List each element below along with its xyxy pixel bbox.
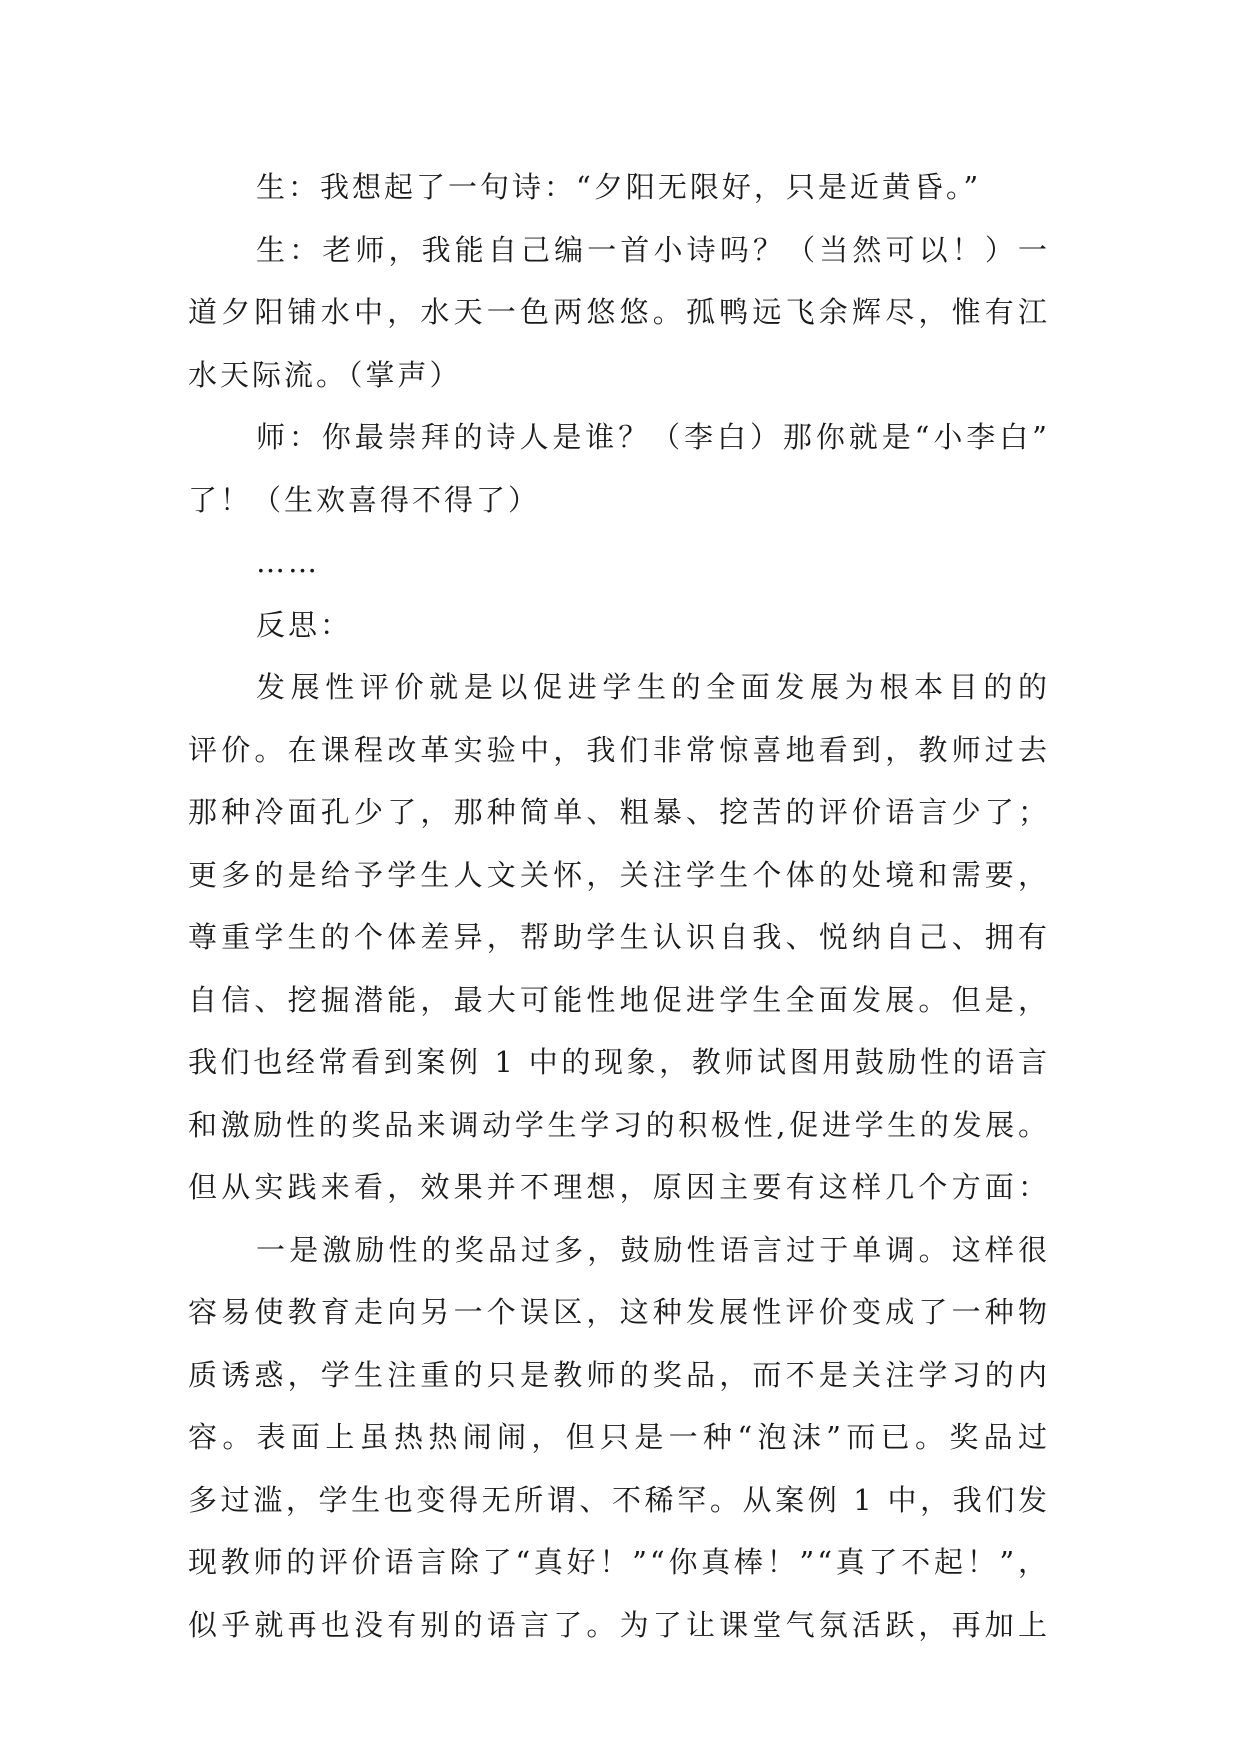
text-line: 生：我想起了一句诗：“夕阳无限好，只是近黄昏。” <box>256 170 982 204</box>
section-heading-reflection: 反思： <box>256 607 353 642</box>
paragraph-line: 评价。在课程改革实验中，我们非常惊喜地看到，教师过去 <box>188 732 1050 767</box>
paragraph-line: 多过滥，学生也变得无所谓、不稀罕。从案例 1 中，我们发 <box>188 1482 1050 1517</box>
paragraph-line: 但从实践来看，效果并不理想，原因主要有这样几个方面： <box>188 1170 1050 1204</box>
paragraph-line: 现教师的评价语言除了“真好！”“你真棒！”“真了不起！”， <box>188 1545 1050 1579</box>
paragraph-line: 质诱惑，学生注重的只是教师的奖品，而不是关注学习的内 <box>188 1357 1050 1392</box>
text-line: 水天际流。（掌声） <box>188 357 462 392</box>
paragraph-line: 我们也经常看到案例 1 中的现象，教师试图用鼓励性的语言 <box>188 1045 1050 1079</box>
paragraph-line: 容易使教育走向另一个误区，这种发展性评价变成了一种物 <box>188 1295 1050 1329</box>
text-line: 生：老师，我能自己编一首小诗吗？（当然可以！）一 <box>256 232 1050 267</box>
paragraph-line: 一是激励性的奖品过多，鼓励性语言过于单调。这样很 <box>256 1232 1050 1267</box>
paragraph-line: 更多的是给予学生人文关怀，关注学生个体的处境和需要， <box>188 857 1050 892</box>
text-line: 了！（生欢喜得不得了） <box>188 482 541 517</box>
paragraph-line: 似乎就再也没有别的语言了。为了让课堂气氛活跃，再加上 <box>188 1607 1050 1642</box>
document-body <box>188 156 1050 1656</box>
text-line: 师：你最崇拜的诗人是谁？（李白）那你就是“小李白” <box>256 420 1050 454</box>
paragraph-line: 发展性评价就是以促进学生的全面发展为根本目的的 <box>256 670 1050 704</box>
paragraph-line: 容。表面上虽热热闹闹，但只是一种“泡沫”而已。奖品过 <box>188 1420 1050 1454</box>
paragraph-line: 尊重学生的个体差异，帮助学生认识自我、悦纳自己、拥有 <box>188 920 1050 954</box>
paragraph-line: 自信、挖掘潜能，最大可能性地促进学生全面发展。但是， <box>188 982 1050 1017</box>
paragraph-line: 和激励性的奖品来调动学生学习的积极性,促进学生的发展。 <box>188 1107 1050 1142</box>
ellipsis-line: …… <box>256 545 320 579</box>
text-line: 道夕阳铺水中，水天一色两悠悠。孤鸭远飞余辉尽，惟有江 <box>188 295 1050 329</box>
paragraph-line: 那种冷面孔少了，那种简单、粗暴、挖苦的评价语言少了； <box>188 795 1050 829</box>
